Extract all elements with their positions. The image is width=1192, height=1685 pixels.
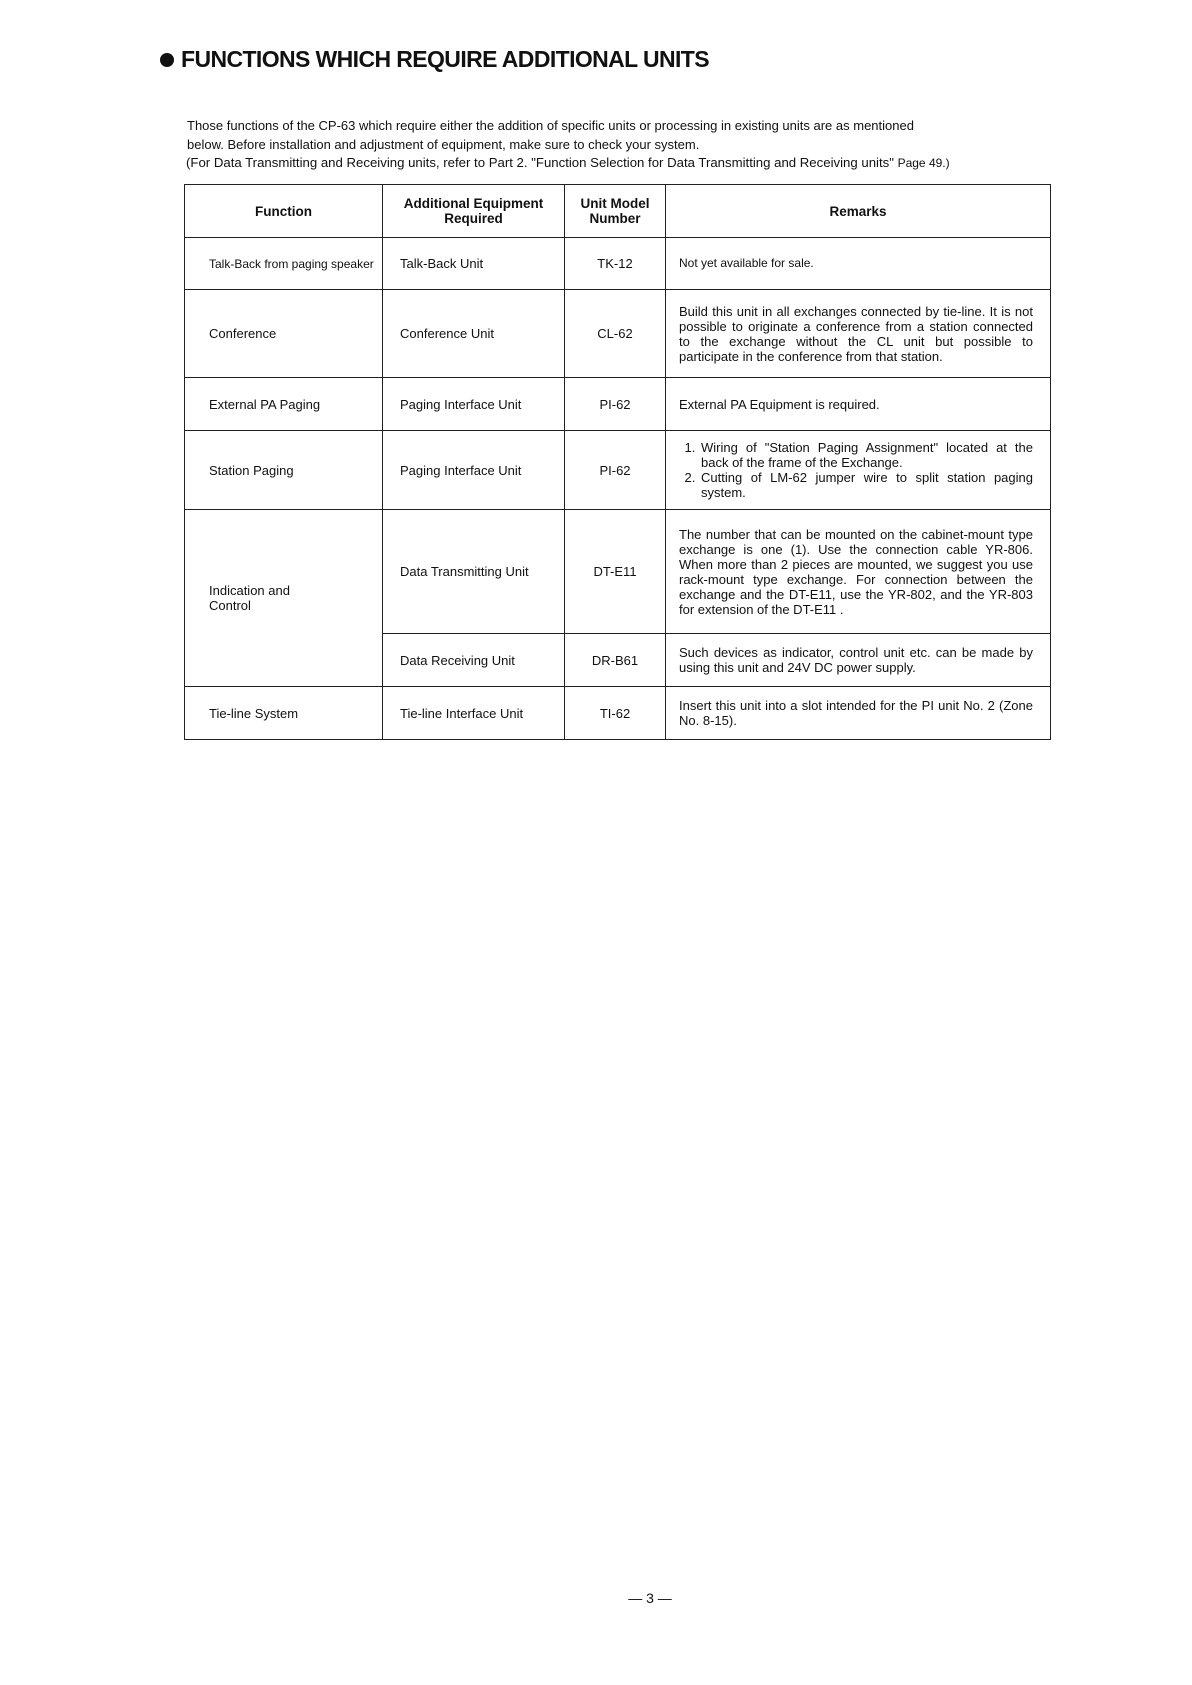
table-row [185, 290, 1051, 378]
intro-line-2: below. Before installation and adjustment of equipment, make sure to check your system. [187, 136, 700, 152]
cell-model: TI-62 [565, 687, 666, 740]
table-row [185, 378, 1051, 431]
cell-function: Tie-line System [185, 687, 383, 740]
cell-function: Indication and Control [185, 510, 383, 687]
cell-model: DR-B61 [565, 634, 666, 687]
cell-model: CL-62 [565, 290, 666, 378]
cell-equipment: Tie-line Interface Unit [383, 687, 565, 740]
cell-remarks: External PA Equipment is required. [666, 378, 1051, 431]
cell-model: TK-12 [565, 238, 666, 290]
page-heading-text: FUNCTIONS WHICH REQUIRE ADDITIONAL UNITS [181, 46, 709, 72]
table-row [185, 431, 1051, 510]
intro-line-3-text: (For Data Transmitting and Receiving units, refer to Part 2. "Function Selection for Data Transmitting and Receiving units" [186, 155, 894, 170]
cell-equipment: Data Transmitting Unit [383, 510, 565, 634]
cell-function: Talk-Back from paging speaker [185, 238, 383, 290]
cell-function: External PA Paging [185, 378, 383, 431]
table-row [185, 238, 1051, 290]
list-item: 1. Wiring of "Station Paging Assignment" located at the back of the frame of the Exchange. [699, 440, 1033, 470]
cell-model: PI-62 [565, 378, 666, 431]
cell-equipment: Conference Unit [383, 290, 565, 378]
cell-equipment: Paging Interface Unit [383, 431, 565, 510]
cell-equipment: Talk-Back Unit [383, 238, 565, 290]
intro-line-1: Those functions of the CP-63 which require either the addition of specific units or processing in existing units are as mentioned [187, 118, 914, 133]
header-equipment: Additional Equipment Required [383, 185, 565, 238]
cell-remarks: The number that can be mounted on the cabinet-mount type exchange is one (1). Use the connection cable YR-806. When more than 2 pieces are mounted, we suggest you use rack-mount type exchange. For connection between the exchange and the DT-E11, use the YR-802, and the YR-803 for extension of the DT-E11 . [666, 510, 1051, 634]
table-header-row [185, 185, 1051, 238]
table-row [185, 510, 1051, 634]
functions-table [184, 184, 1051, 740]
header-model: Unit Model Number [565, 185, 666, 238]
cell-remarks [666, 431, 1051, 510]
header-function: Function [185, 185, 383, 238]
intro-page-ref: Page 49.) [897, 156, 950, 170]
remarks-list [679, 440, 1033, 500]
cell-function: Station Paging [185, 431, 383, 510]
cell-function: Conference [185, 290, 383, 378]
cell-remarks: Build this unit in all exchanges connected by tie-line. It is not possible to originate a conference from a station connected to the exchange without the CL unit but possible to participate in the conference from that station. [666, 290, 1051, 378]
cell-remarks: Insert this unit into a slot intended for the PI unit No. 2 (Zone No. 8-15). [666, 687, 1051, 740]
page-heading [160, 46, 709, 73]
cell-equipment: Paging Interface Unit [383, 378, 565, 431]
page-number: — 3 — [628, 1590, 672, 1606]
cell-model: PI-62 [565, 431, 666, 510]
intro-text [187, 117, 1067, 173]
cell-model: DT-E11 [565, 510, 666, 634]
list-item: 2. Cutting of LM-62 jumper wire to split station paging system. [699, 470, 1033, 500]
cell-equipment: Data Receiving Unit [383, 634, 565, 687]
cell-remarks: Not yet available for sale. [666, 238, 1051, 290]
intro-line-3 [186, 154, 1067, 173]
header-remarks: Remarks [666, 185, 1051, 238]
table-row [185, 687, 1051, 740]
bullet-icon [160, 53, 174, 67]
cell-remarks: Such devices as indicator, control unit etc. can be made by using this unit and 24V DC power supply. [666, 634, 1051, 687]
